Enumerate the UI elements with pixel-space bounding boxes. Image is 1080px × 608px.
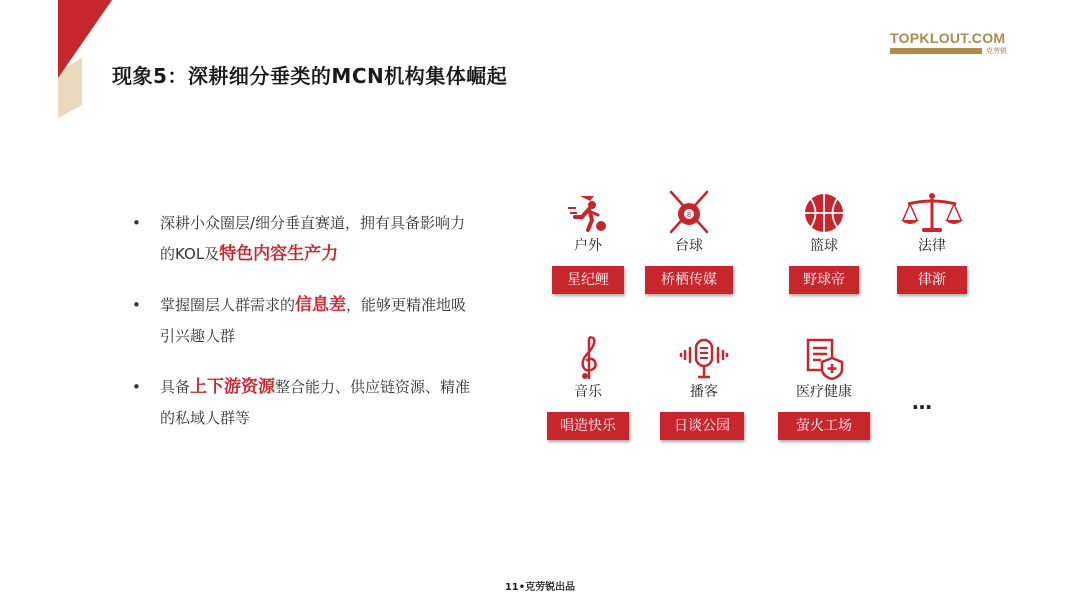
- logo-sub-text: 克劳锐: [986, 47, 1007, 55]
- category-label: 医疗健康: [796, 384, 852, 400]
- page-footer: 11•克劳锐出品: [504, 582, 576, 593]
- bullet-item: [132, 372, 472, 434]
- category-music: [546, 332, 630, 440]
- mcn-tag: 律渐: [897, 266, 967, 294]
- category-label: 播客: [690, 384, 718, 400]
- mcn-tag: 萤火工场: [778, 412, 870, 440]
- bullet-highlight: 特色内容生产力: [219, 244, 339, 264]
- bullet-text: 具备: [160, 378, 191, 396]
- mcn-tag: 野球帝: [789, 266, 859, 294]
- logo-bar: [890, 48, 982, 54]
- podcast-mic-icon: [662, 332, 746, 380]
- category-label: 法律: [918, 238, 946, 254]
- category-label: 台球: [675, 238, 703, 254]
- logo-subline: [890, 47, 1022, 55]
- bullet-list: [132, 208, 472, 434]
- category-label: 户外: [574, 238, 602, 254]
- bullet-item: [132, 208, 472, 270]
- page-title: 现象5：深耕细分垂类的MCN机构集体崛起: [112, 64, 508, 88]
- mcn-tag: 日谈公园: [660, 412, 744, 440]
- bullet-dot: •: [132, 214, 141, 232]
- bullet-dot: •: [132, 296, 141, 314]
- basketball-icon: [782, 186, 866, 234]
- brand-logo: [890, 30, 1022, 55]
- category-label: 音乐: [574, 384, 602, 400]
- bullet-text-post: ，能够更精准地吸引兴趣人群: [160, 296, 467, 345]
- bullet-dot: •: [132, 378, 141, 396]
- bullet-highlight: 信息差: [295, 295, 347, 315]
- category-billiards: [647, 186, 731, 294]
- category-podcast: [662, 332, 746, 440]
- law-scale-icon: [890, 186, 974, 234]
- music-note-icon: [546, 332, 630, 380]
- outdoor-icon: [546, 186, 630, 234]
- mcn-tag: 星纪鲤: [552, 266, 624, 294]
- category-law: [890, 186, 974, 294]
- bullet-text: 深耕小众圈层/细分垂直赛道，拥有具备影响力的KOL及: [160, 214, 466, 263]
- corner-decoration: [0, 0, 130, 120]
- logo-text: TOPKLOUT.COM: [890, 30, 1006, 46]
- bullet-text: 掌握圈层人群需求的: [160, 296, 296, 314]
- category-medical: [782, 332, 866, 440]
- category-basketball: [782, 186, 866, 294]
- category-label: 篮球: [810, 238, 838, 254]
- category-outdoor: [546, 186, 630, 294]
- bullet-text-post: 整合能力、供应链资源、精准的私域人群等: [160, 378, 471, 427]
- svg-text:8: 8: [686, 211, 692, 219]
- mcn-tag: 唱造快乐: [547, 412, 629, 440]
- bullet-highlight: 上下游资源: [190, 377, 276, 397]
- mcn-tag: 桥栖传媒: [645, 266, 733, 294]
- billiards-icon: [647, 186, 731, 234]
- more-ellipsis: …: [912, 390, 933, 414]
- bullet-item: [132, 290, 472, 352]
- medical-health-icon: [782, 332, 866, 380]
